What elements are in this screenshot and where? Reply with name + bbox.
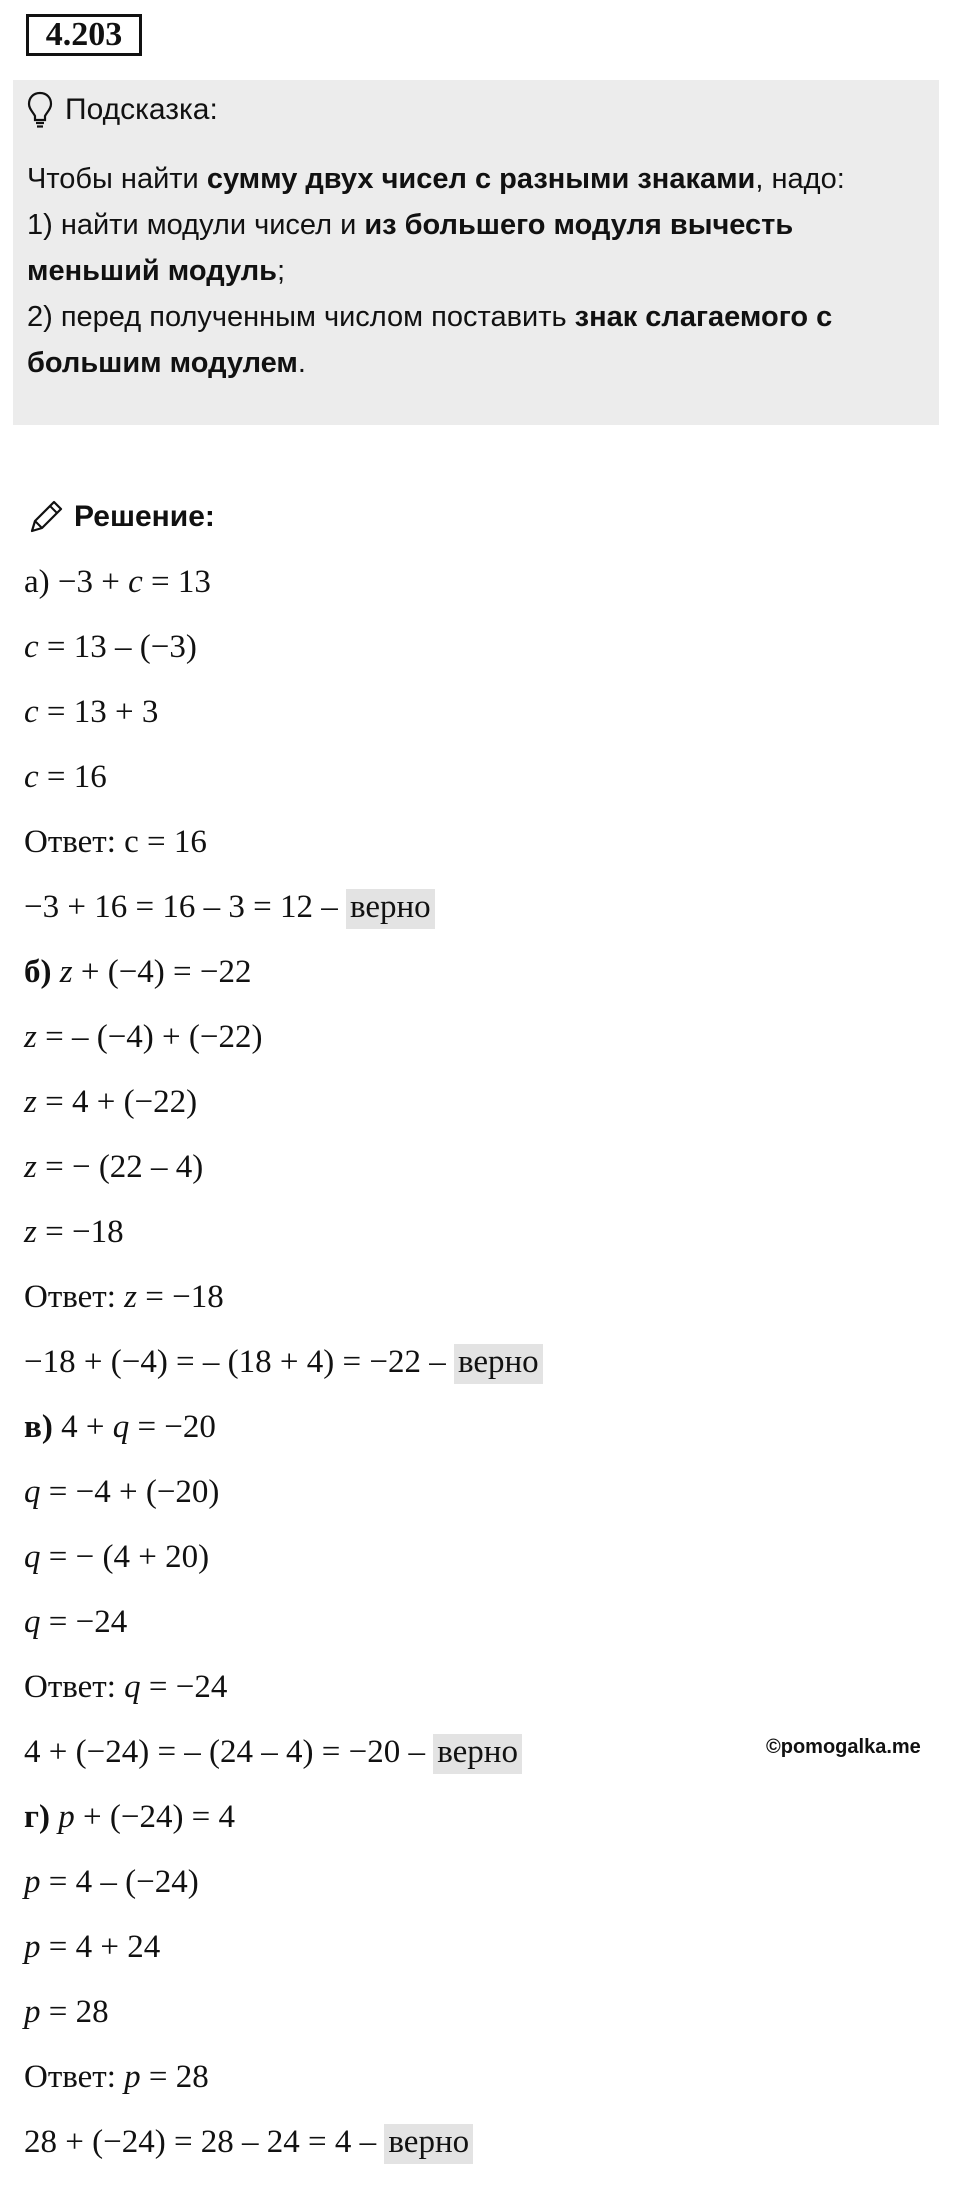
line-b5: z = −18 xyxy=(24,1214,124,1250)
pencil-icon xyxy=(26,497,66,537)
line-b1: б) z + (−4) = −22 xyxy=(24,954,252,990)
line-c2: q = −4 + (−20) xyxy=(24,1474,220,1510)
line-a1: а) −3 + c = 13 xyxy=(24,564,211,600)
line-c4: q = −24 xyxy=(24,1604,128,1640)
hint-box xyxy=(13,80,939,425)
hint-header xyxy=(27,88,218,132)
solution-title: Решение: xyxy=(74,500,215,533)
hint-text-part: , надо: xyxy=(755,163,845,195)
line-a4: c = 16 xyxy=(24,759,107,795)
hint-text xyxy=(27,156,927,386)
solution-lines xyxy=(24,560,543,2185)
hint-text-part: ; xyxy=(276,255,286,287)
check-b: −18 + (−4) = – (18 + 4) = −22 – верно xyxy=(24,1340,543,1405)
watermark: ©pomogalka.me xyxy=(766,1736,921,1758)
hint-text-part: . xyxy=(297,347,306,379)
line-d2: p = 4 – (−24) xyxy=(24,1864,199,1900)
hint-text-part: 1) найти модули чисел и xyxy=(27,209,365,241)
answer-c: Ответ: q = −24 xyxy=(24,1669,228,1705)
line-d1: г) p + (−24) = 4 xyxy=(24,1799,236,1835)
check-d: 28 + (−24) = 28 – 24 = 4 – верно xyxy=(24,2120,543,2185)
answer-d: Ответ: p = 28 xyxy=(24,2059,209,2095)
line-b4: z = − (22 – 4) xyxy=(24,1149,204,1185)
hint-title: Подсказка: xyxy=(65,93,218,126)
answer-b: Ответ: z = −18 xyxy=(24,1279,224,1315)
task-number: 4.203 xyxy=(26,14,142,56)
hint-text-bold: знак слагаемого с большим модулем xyxy=(27,301,833,379)
line-c3: q = − (4 + 20) xyxy=(24,1539,210,1575)
line-a3: c = 13 + 3 xyxy=(24,694,159,730)
verno-badge: верно xyxy=(433,1734,522,1774)
verno-badge: верно xyxy=(454,1344,543,1384)
verno-badge: верно xyxy=(384,2124,473,2164)
lightbulb-icon xyxy=(27,91,53,129)
hint-text-part: 2) перед полученным числом поставить xyxy=(27,301,575,333)
solution-header xyxy=(26,494,215,540)
hint-text-bold: из большего модуля вычесть меньший модуль xyxy=(27,209,794,287)
check-c: 4 + (−24) = – (24 – 4) = −20 – верно xyxy=(24,1730,543,1795)
answer-a: Ответ: c = 16 xyxy=(24,824,207,860)
hint-text-part: Чтобы найти xyxy=(27,163,207,195)
verno-badge: верно xyxy=(346,889,435,929)
line-d4: p = 28 xyxy=(24,1994,109,2030)
line-c1: в) 4 + q = −20 xyxy=(24,1409,216,1445)
line-b3: z = 4 + (−22) xyxy=(24,1084,198,1120)
hint-text-bold: сумму двух чисел с разными знаками xyxy=(206,163,756,195)
line-a2: c = 13 – (−3) xyxy=(24,629,197,665)
line-b2: z = – (−4) + (−22) xyxy=(24,1019,263,1055)
line-d3: p = 4 + 24 xyxy=(24,1929,161,1965)
check-a: −3 + 16 = 16 – 3 = 12 – верно xyxy=(24,885,543,950)
